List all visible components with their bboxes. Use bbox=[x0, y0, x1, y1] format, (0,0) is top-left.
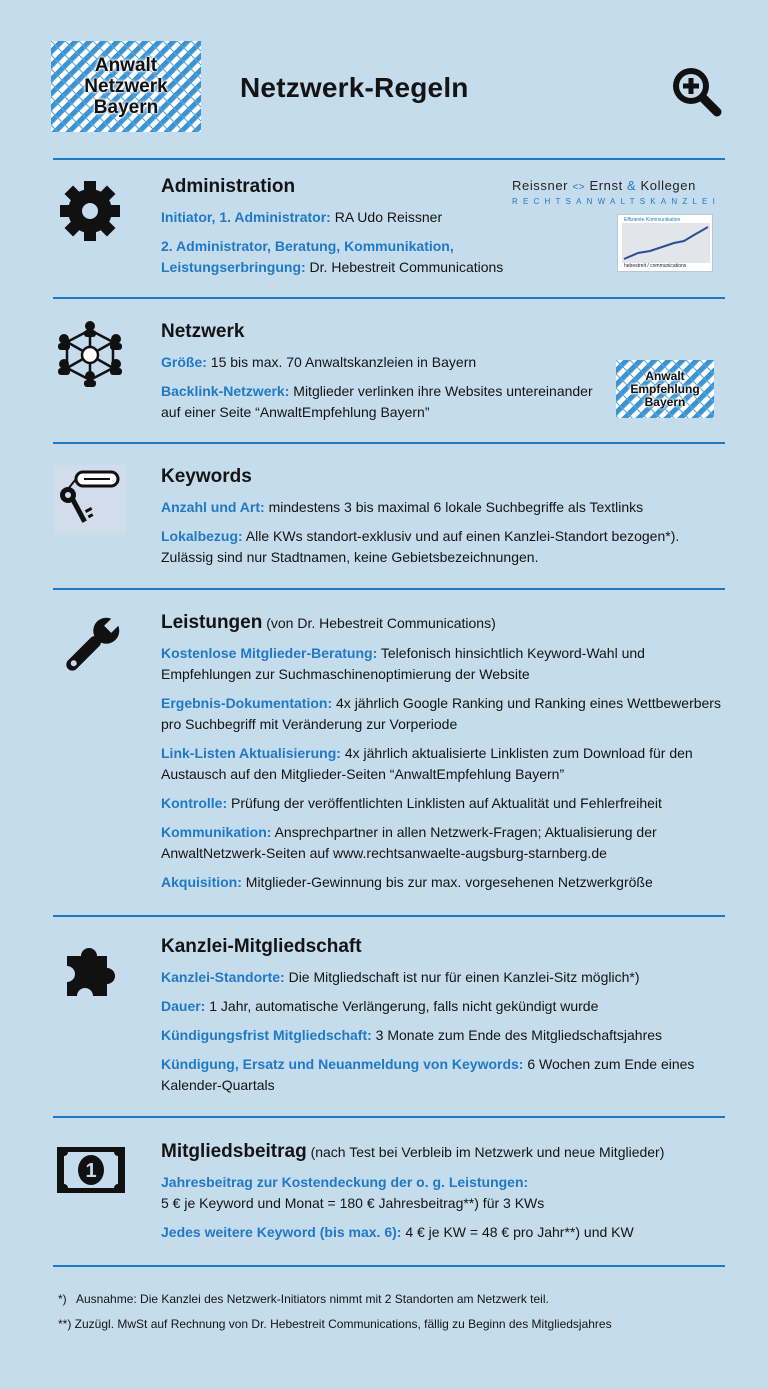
netzwerk-line: Größe: 15 bis max. 70 Anwaltskanzleien in Bayern bbox=[161, 354, 477, 370]
section-heading: Kanzlei-Mitgliedschaft bbox=[161, 936, 362, 957]
divider bbox=[53, 915, 725, 917]
beitrag-line: Jahresbeitrag zur Kostendeckung der o. g. Leistungen: 5 € je Keyword und Monat = 180 € Jahresbeitrag**) für 3 KWs bbox=[161, 1174, 545, 1211]
hebestreit-logo: Effiziente Kommunikation hebestreit / communications bbox=[617, 214, 713, 272]
wrench-icon bbox=[55, 612, 125, 682]
leistungen-line: Akquisition: Mitglieder-Gewinnung bis zur max. vorgesehenen Netzwerkgröße bbox=[161, 874, 653, 890]
anwalt-netzwerk-bayern-logo: Anwalt Netzwerk Bayern bbox=[51, 41, 201, 132]
reissner-logo: Reissner <> Ernst & Kollegen RECHTSANWALTSKANZLEI bbox=[512, 178, 721, 206]
mitgliedschaft-line: Kanzlei-Standorte: Die Mitgliedschaft ist nur für einen Kanzlei-Sitz möglich*) bbox=[161, 969, 640, 985]
divider bbox=[53, 158, 725, 160]
divider bbox=[53, 297, 725, 299]
keywords-line: Anzahl und Art: mindestens 3 bis maximal 6 lokale Suchbegriffe als Textlinks bbox=[161, 499, 644, 515]
section-heading: Leistungen (von Dr. Hebestreit Communications) bbox=[161, 612, 496, 633]
netzwerk-section bbox=[161, 320, 606, 423]
leistungen-line: Kommunikation: Ansprechpartner in allen Netzwerk-Fragen; Aktualisierung der AnwaltNetzwerk-Seiten auf www.rechtsanwaelte-augsburg-starnberg.de bbox=[161, 824, 657, 861]
mitgliedschaft-line: Dauer: 1 Jahr, automatische Verlängerung, falls nicht gekündigt wurde bbox=[161, 998, 599, 1014]
section-heading: Netzwerk bbox=[161, 321, 245, 342]
leistungen-line: Link-Listen Aktualisierung: 4x jährlich aktualisierte Linklisten zum Download für den Austausch auf den Mitglieder-Seiten “AnwaltEmpfehlung Bayern” bbox=[161, 745, 693, 782]
divider bbox=[53, 1265, 725, 1267]
netzwerk-line: Backlink-Netzwerk: Mitglieder verlinken ihre Websites untereinander auf einer Seite “AnwaltEmpfehlung Bayern” bbox=[161, 383, 593, 420]
network-icon bbox=[55, 320, 125, 390]
key-tag-icon bbox=[54, 465, 126, 533]
section-heading: Mitgliedsbeitrag (nach Test bei Verbleib im Netzwerk und neue Mitglieder) bbox=[161, 1141, 665, 1162]
eye-icon: <> bbox=[572, 182, 586, 193]
keywords-section bbox=[161, 465, 721, 568]
anwalt-empfehlung-bayern-logo: Anwalt Empfehlung Bayern bbox=[616, 360, 714, 418]
admin-line: 2. Administrator, Beratung, Kommunikation, Leistungserbringung: Dr. Hebestreit Communications bbox=[161, 238, 504, 275]
leistungen-line: Ergebnis-Dokumentation: 4x jährlich Google Ranking und Ranking eines Wettbewerbers pro Suchbegriff mit Veränderung zur Vorperiode bbox=[161, 695, 721, 732]
mitgliedschaft-line: Kündigung, Ersatz und Neuanmeldung von Keywords: 6 Wochen zum Ende eines Kalender-Quartals bbox=[161, 1056, 695, 1093]
trend-chart-icon bbox=[622, 223, 710, 263]
section-heading: Administration bbox=[161, 176, 296, 197]
beitrag-section bbox=[161, 1140, 731, 1243]
section-heading: Keywords bbox=[161, 466, 252, 487]
footnote: **) Zuzügl. MwSt auf Rechnung von Dr. Hebestreit Communications, fällig zu Beginn des Mitgliedsjahres bbox=[58, 1317, 612, 1331]
admin-line: Initiator, 1. Administrator: RA Udo Reissner bbox=[161, 209, 443, 225]
svg-text:1: 1 bbox=[85, 1160, 97, 1182]
banknote-icon bbox=[56, 1146, 126, 1194]
puzzle-icon bbox=[55, 936, 125, 1006]
divider bbox=[53, 1116, 725, 1118]
zoom-in-icon[interactable] bbox=[668, 63, 724, 119]
gear-icon bbox=[55, 176, 125, 246]
beitrag-line: Jedes weitere Keyword (bis max. 6): 4 € je KW = 48 € pro Jahr**) und KW bbox=[161, 1224, 634, 1240]
divider bbox=[53, 588, 725, 590]
keywords-line: Lokalbezug: Alle KWs standort-exklusiv und auf einen Kanzlei-Standort bezogen*). Zulässig sind nur Stadtnamen, keine Gebietsbezeichnungen. bbox=[161, 528, 680, 565]
footnote: *) Ausnahme: Die Kanzlei des Netzwerk-Initiators nimmt mit 2 Standorten am Netzwerk teil. bbox=[58, 1292, 549, 1306]
leistungen-line: Kontrolle: Prüfung der veröffentlichten Linklisten auf Aktualität und Fehlerfreiheit bbox=[161, 795, 662, 811]
leistungen-line: Kostenlose Mitglieder-Beratung: Telefonisch hinsichtlich Keyword-Wahl und Empfehlungen zur Suchmaschinenoptimierung der Website bbox=[161, 645, 645, 682]
mitgliedschaft-section bbox=[161, 935, 721, 1096]
divider bbox=[53, 442, 725, 444]
page-title: Netzwerk-Regeln bbox=[240, 72, 469, 103]
mitgliedschaft-line: Kündigungsfrist Mitgliedschaft: 3 Monate zum Ende des Mitgliedschaftsjahres bbox=[161, 1027, 663, 1043]
leistungen-section bbox=[161, 611, 721, 893]
